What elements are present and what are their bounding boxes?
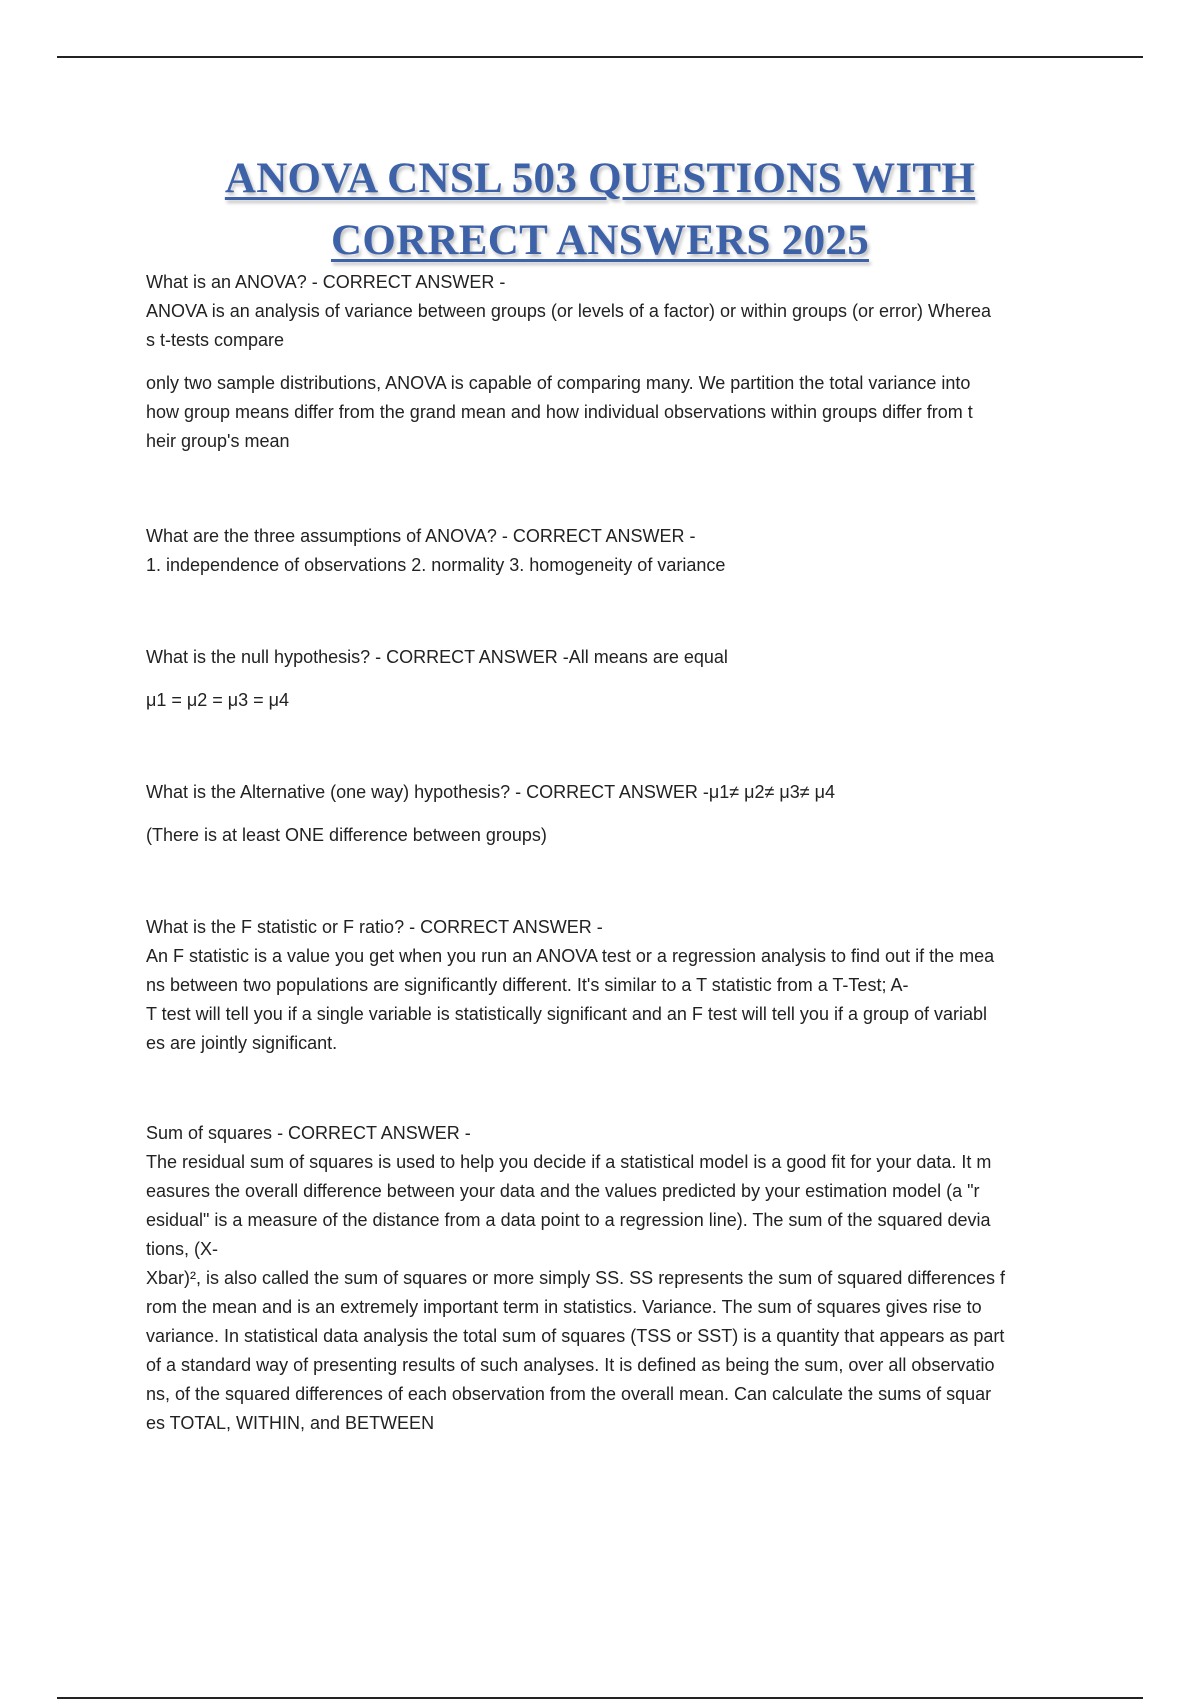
question-text: What is the F statistic or F ratio? - CORRECT ANSWER -: [146, 917, 603, 937]
qa-item-anova-assumptions: [146, 522, 1092, 580]
question-text: What is the null hypothesis? - CORRECT ANSWER -All means are equal: [146, 647, 728, 667]
qa-item-what-is-anova: [146, 268, 1092, 456]
answer-text: An F statistic is a value you get when you run an ANOVA test or a regression analysis to find out if the mea ns between two populations are significantly different. It's similar to a T statistic from a T-Test; A- T test will tell you if a single variable is statistically significant and an F test will tell you if a group of variabl es are jointly significant.: [146, 946, 995, 1053]
bottom-divider: [57, 1697, 1143, 1699]
qa-item-sum-of-squares: [146, 1119, 1092, 1438]
answer-text: ANOVA is an analysis of variance between groups (or levels of a factor) or within groups (or error) Wherea s t-tests compare: [146, 301, 992, 350]
question-text: Sum of squares - CORRECT ANSWER -: [146, 1123, 471, 1143]
qa-item-alternative-hypothesis: [146, 778, 1092, 850]
answer-text: 1. independence of observations 2. normality 3. homogeneity of variance: [146, 555, 726, 575]
title-line-1: ANOVA CNSL 503 QUESTIONS WITH: [224, 155, 976, 202]
question-text: What is the Alternative (one way) hypothesis? - CORRECT ANSWER -μ1≠ μ2≠ μ3≠ μ4: [146, 782, 836, 802]
top-divider: [57, 56, 1143, 58]
qa-item-f-statistic: [146, 913, 1092, 1058]
title-line-2: CORRECT ANSWERS 2025: [330, 217, 870, 264]
answer-text-continued: only two sample distributions, ANOVA is capable of comparing many. We partition the total variance into how group means differ from the grand mean and how individual observations within groups differ from t heir group's mean: [146, 373, 973, 451]
document-title: [100, 148, 1100, 272]
question-text: What are the three assumptions of ANOVA? - CORRECT ANSWER -: [146, 526, 696, 546]
answer-text: The residual sum of squares is used to help you decide if a statistical model is a good fit for your data. It m easures the overall difference between your data and the values predicted by your estimation model (a "r esidual" is a measure of the distance from a data point to a regression line). The sum of the squared devia tions, (X- Xbar)², is also called the sum of squares or more simply SS. SS represents the sum of squared differences f rom the mean and is an extremely important term in statistics. Variance. The sum of squares gives rise to variance. In statistical data analysis the total sum of squares (TSS or SST) is a quantity that appears as part of a standard way of presenting results of such analyses. It is defined as being the sum, over all observatio ns, of the squared differences of each observation from the overall mean. Can calculate the sums of squar es TOTAL, WITHIN, and BETWEEN: [146, 1152, 1006, 1433]
answer-text: (There is at least ONE difference between groups): [146, 825, 547, 845]
question-text: What is an ANOVA? - CORRECT ANSWER -: [146, 272, 506, 292]
answer-text: μ1 = μ2 = μ3 = μ4: [146, 690, 290, 710]
qa-item-null-hypothesis: [146, 643, 1092, 715]
